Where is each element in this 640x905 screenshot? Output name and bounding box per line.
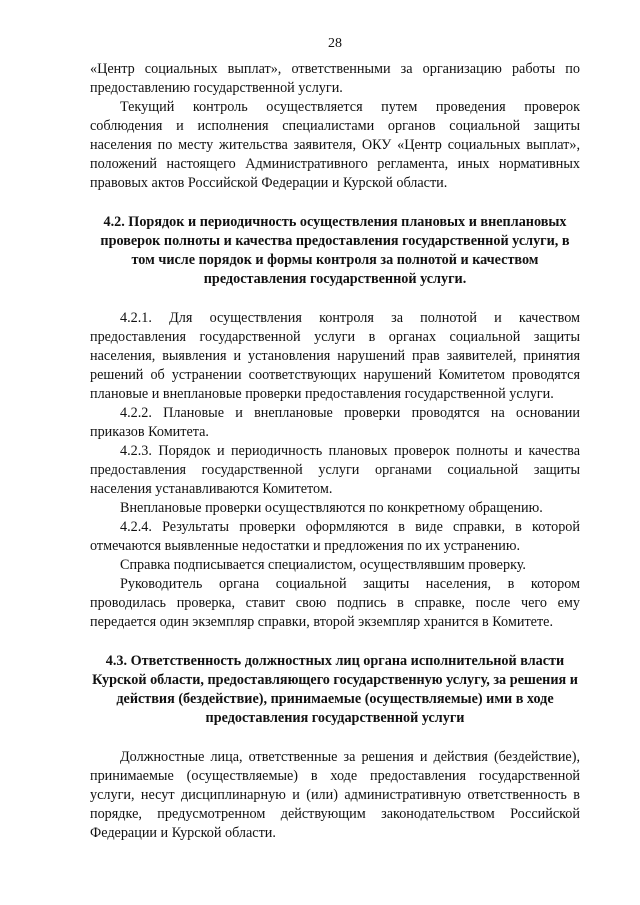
section-heading-4-2: 4.2. Порядок и периодичность осуществления плановых и внеплановых проверок полноты и качества предоставления государственной услуги, в том числе порядок и формы контроля за полнотой и качеством предоставления государственной услуги. (100, 214, 570, 287)
paragraph-unscheduled-checks: Внеплановые проверки осуществляются по конкретному обращению. (120, 500, 543, 516)
paragraph-officials-responsibility: Должностные лица, ответственные за решения и действия (бездействие), принимаемые (осуществляемые) в ходе предоставления государственной услуги, несут дисциплинарную и (или) административную ответственность в порядке, предусмотренном действующим законодательством Российской Федерации и Курской области. (90, 749, 580, 841)
document-page (90, 34, 580, 843)
paragraph-current-control: Текущий контроль осуществляется путем проведения проверок соблюдения и исполнения специалистами органов социальной защиты населения по месту жительства заявителя, ОКУ «Центр социальных выплат», положений настоящего Административного регламента, иных нормативных правовых актов Российской Федерации и Курской области. (90, 99, 580, 191)
page-number: 28 (328, 36, 342, 51)
paragraph-4-2-4: 4.2.4. Результаты проверки оформляются в виде справки, в которой отмечаются выявленные недостатки и предложения по их устранению. (90, 519, 580, 554)
paragraph-head-signature: Руководитель органа социальной защиты населения, в котором проводилась проверка, ставит свою подпись в справке, после чего ему передается один экземпляр справки, второй экземпляр хранится в Комитете. (90, 576, 580, 630)
paragraph-report-signed: Справка подписывается специалистом, осуществлявшим проверку. (120, 557, 526, 573)
paragraph-4-2-1: 4.2.1. Для осуществления контроля за полнотой и качеством предоставления государственной услуги в органах социальной защиты населения, выявления и установления нарушений прав заявителей, принятия решений об устранении соответствующих нарушений Комитетом проводятся плановые и внеплановые проверки предоставления государственной услуги. (90, 310, 580, 402)
section-heading-4-3: 4.3. Ответственность должностных лиц органа исполнительной власти Курской области, предоставляющего государственную услугу, за решения и действия (бездействие), принимаемые (осуществляемые) ими в ходе предоставления государственной услуги (92, 653, 578, 726)
paragraph-continuation: «Центр социальных выплат», ответственными за организацию работы по предоставлению государственной услуги. (90, 61, 580, 96)
paragraph-4-2-2: 4.2.2. Плановые и внеплановые проверки проводятся на основании приказов Комитета. (90, 405, 580, 440)
paragraph-4-2-3: 4.2.3. Порядок и периодичность плановых проверок полноты и качества предоставления государственной услуги органами социальной защиты населения устанавливаются Комитетом. (90, 443, 580, 497)
